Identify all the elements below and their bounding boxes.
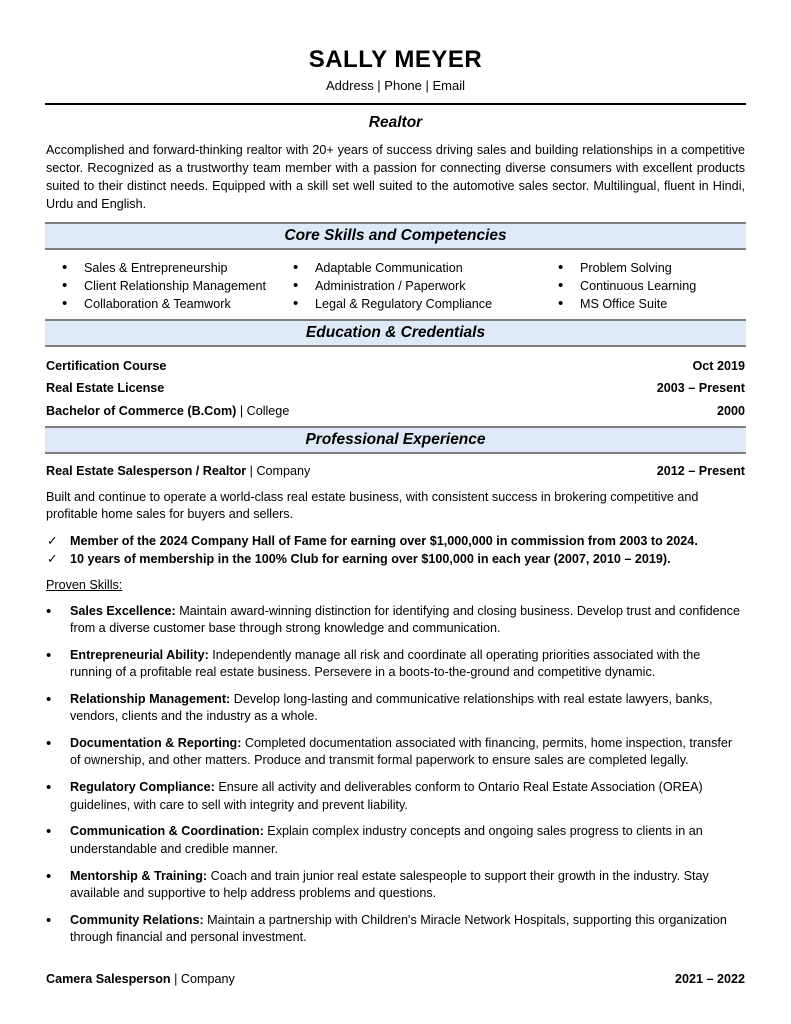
job-company: | Company [246, 464, 311, 478]
job-dates: 2012 – Present [656, 464, 745, 478]
skill-item: • Adaptable Communication [293, 259, 492, 277]
proven-skill-item: • Mentorship & Training: Coach and train junior real estate salespeople to support their growth in the industry. Stay available and supportive to help address problems and questions. [46, 867, 709, 900]
skill-item: • Client Relationship Management [62, 277, 266, 295]
contact-line: Address | Phone | Email [326, 78, 465, 93]
proven-skill-item: • Communication & Coordination: Explain complex industry concepts and ongoing sales progress to clients in an understandable and credible manner. [46, 823, 703, 856]
job-dates: 2021 – 2022 [674, 972, 745, 986]
proven-skill-item: • Community Relations: Maintain a partnership with Children's Miracle Network Hospitals, supporting this organization through financial and personal investment. [46, 911, 727, 944]
candidate-name: SALLY MEYER [308, 46, 483, 73]
proven-skills-label: Proven Skills: [46, 578, 123, 592]
target-role: Realtor [368, 114, 423, 131]
proven-skill-item: • Sales Excellence: Maintain award-winning distinction for identifying and closing business. Develop trust and confidence from a diverse customer base through strong knowledge and communication. [46, 603, 740, 636]
bullet-icon: • [46, 823, 52, 841]
skills-section-heading: Core Skills and Competencies [45, 222, 746, 250]
skill-item: • Administration / Paperwork [293, 277, 492, 295]
achievement-item: ✓ 10 years of membership in the 100% Club for earning over $100,000 in each year (2007, 2010 – 2019). [46, 551, 745, 569]
achievement-item: ✓ Member of the 2024 Company Hall of Fame for earning over $1,000,000 in commission from 2003 to 2024. [46, 533, 745, 551]
bullet-icon: • [46, 867, 52, 885]
checkmark-icon: ✓ [47, 534, 58, 548]
skills-column-3 [558, 259, 696, 313]
job-title: Camera Salesperson [46, 972, 171, 986]
proven-skill-item: • Documentation & Reporting: Completed documentation associated with financing, permits, home inspection, transfer of ownership, and other matters. Produce and transmit formal paperwork to ensure sales are completed legally. [46, 735, 733, 768]
job-title: Real Estate Salesperson / Realtor [46, 464, 247, 478]
job-description: Built and continue to operate a world-class real estate business, with consistent success in brokering competitive and profitable home sales for buyers and sellers. [46, 490, 699, 521]
proven-skills-list [46, 603, 745, 956]
credential-date: Oct 2019 [692, 359, 745, 373]
proven-skill-item: • Relationship Management: Develop long-lasting and communicative relationships with real estate lawyers, banks, vendors, clients and the industry as a whole. [46, 691, 713, 724]
bullet-icon: • [46, 691, 52, 709]
checkmark-icon: ✓ [47, 551, 58, 566]
credential-date: 2003 – Present [656, 381, 745, 395]
skill-item: • Sales & Entrepreneurship [62, 259, 266, 277]
skill-item: • Collaboration & Teamwork [62, 295, 266, 313]
credential-name: Certification Course [46, 359, 167, 373]
proven-skill-item: • Regulatory Compliance: Ensure all activity and deliverables conform to Ontario Real Estate Association (OREA) guidelines, with care to sell with integrity and prevent liability. [46, 779, 703, 812]
job-company: | Company [170, 972, 235, 986]
professional-summary: Accomplished and forward-thinking realtor with 20+ years of success driving sales and building relationships in a competitive sector. Recognized as a trustworthy team member with a passion for connecting diverse consumers with excellent products suited to their distinct needs. Equipped with a skill set well suited to the automotive sales sector. Multilingual, fluent in Hindi, Urdu and English. [46, 143, 745, 211]
skill-item: • MS Office Suite [558, 295, 696, 313]
bullet-icon: • [46, 911, 52, 929]
credential-institution: | College [236, 404, 290, 418]
skill-item: • Problem Solving [558, 259, 696, 277]
skill-item: • Continuous Learning [558, 277, 696, 295]
skill-item: • Legal & Regulatory Compliance [293, 295, 492, 313]
bullet-icon: • [46, 779, 52, 797]
bullet-icon: • [46, 647, 52, 665]
bullet-icon: • [46, 603, 52, 620]
header-divider [45, 103, 746, 105]
experience-section-heading: Professional Experience [45, 426, 746, 454]
achievements-list [46, 533, 745, 568]
credential-name: Bachelor of Commerce (B.Com) [46, 404, 237, 418]
skills-column-1 [62, 259, 266, 313]
proven-skill-item: • Entrepreneurial Ability: Independently manage all risk and coordinate all operating priorities associated with the running of a profitable real estate business. Persevere in a boots-to-the-ground and competitive dynamic. [46, 647, 701, 680]
credential-name: Real Estate License [46, 381, 165, 395]
credential-date: 2000 [716, 404, 745, 418]
skills-column-2 [293, 259, 492, 313]
bullet-icon: • [46, 735, 52, 753]
education-section-heading: Education & Credentials [45, 319, 746, 347]
